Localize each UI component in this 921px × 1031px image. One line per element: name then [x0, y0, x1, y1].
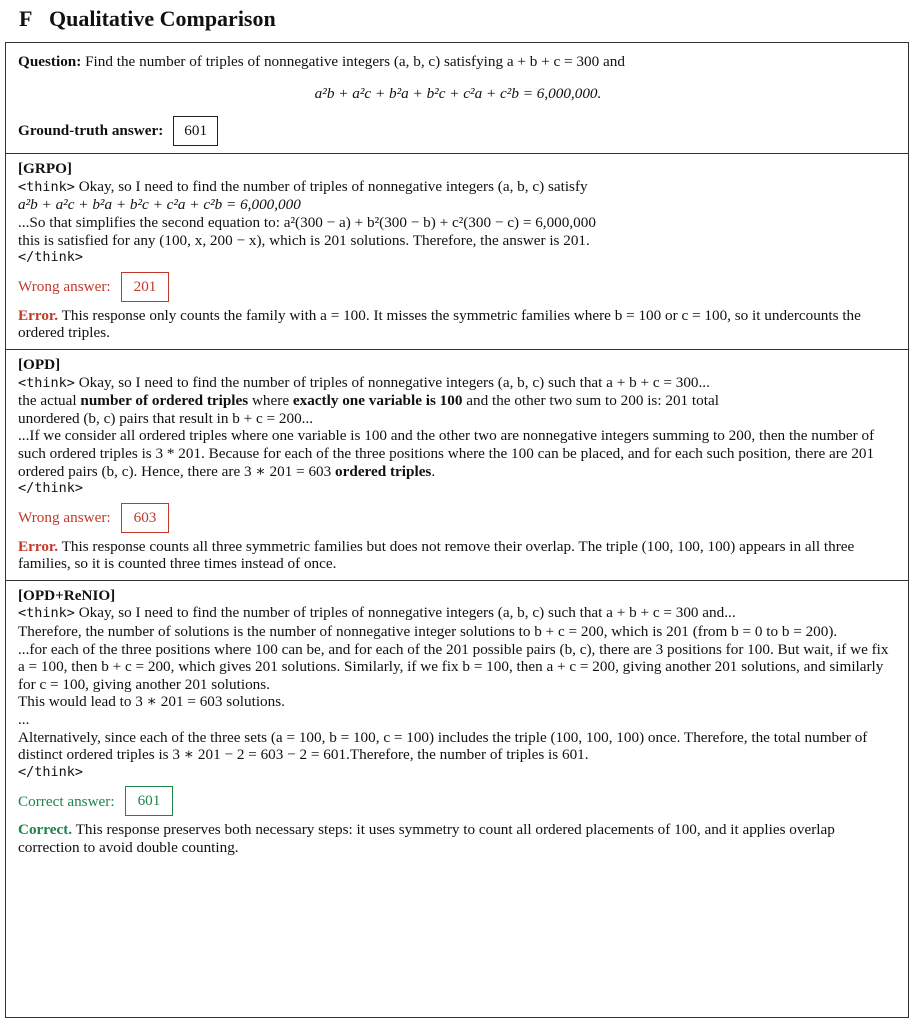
- grpo-line-1: [18, 178, 898, 197]
- renio-ellipsis: ...: [18, 711, 30, 729]
- divider-grpo: [6, 153, 908, 154]
- opd-answer-label: Wrong answer:: [18, 508, 111, 526]
- opd-answer-row: [18, 503, 898, 533]
- grpo-think-open: <think>: [18, 178, 75, 195]
- grpo-answer-value: 201: [121, 272, 170, 302]
- ground-truth-row: [18, 116, 898, 146]
- opd-section: [18, 356, 898, 573]
- grpo-section: [18, 160, 898, 342]
- opd-text-2b: number of ordered triples: [80, 392, 249, 410]
- question-text: Find the number of triples of nonnegative integers (a, b, c) satisfying a + b + c = 300 and: [85, 53, 625, 70]
- grpo-line-2: a²b + a²c + b²a + b²c + c²a + c²b = 6,000,000: [18, 196, 301, 214]
- grpo-verdict: [18, 307, 898, 342]
- opd-text-2d: exactly one variable is 100: [292, 392, 463, 410]
- ground-truth-value: 601: [173, 116, 218, 146]
- section-number: F: [19, 6, 33, 31]
- opd-line-3: unordered (b, c) pairs that result in b + c = 200...: [18, 409, 314, 427]
- renio-section: [18, 587, 898, 857]
- grpo-line-4: this is satisfied for any (100, x, 200 − x), which is 201 solutions. Therefore, the answer is 201.: [18, 231, 590, 249]
- renio-verdict: [18, 821, 898, 856]
- grpo-think-close: </think>: [18, 249, 84, 266]
- question-formula: a²b + a²c + b²a + b²c + c²a + c²b = 6,000,000.: [314, 84, 602, 102]
- renio-think-open: <think>: [18, 605, 75, 622]
- opd-think-close: </think>: [18, 480, 84, 497]
- opd-verdict: [18, 538, 898, 573]
- divider-renio: [6, 580, 908, 581]
- opd-text-2e: and the other two sum to 200 is: 201 total: [466, 392, 719, 410]
- renio-title: [OPD+ReNIO]: [18, 586, 116, 604]
- opd-verdict-text: This response counts all three symmetric families but does not remove their overlap. The triple (100, 100, 100) appears in all three families, so it is counted three times instead of once.: [18, 537, 855, 573]
- renio-line-4: This would lead to 3 ∗ 201 = 603 solutions.: [18, 693, 285, 711]
- opd-answer-value: 603: [121, 503, 170, 533]
- renio-answer-label: Correct answer:: [18, 792, 115, 810]
- opd-think-open: <think>: [18, 374, 75, 391]
- opd-line-1: [18, 374, 898, 393]
- question-paragraph: [18, 53, 898, 71]
- section-heading: [19, 6, 276, 32]
- renio-verdict-text: This response preserves both necessary steps: it uses symmetry to count all ordered placements of 100, and it applies overlap correction to avoid double counting.: [18, 821, 835, 856]
- grpo-verdict-text: This response only counts the family with a = 100. It misses the symmetric families where b = 100 or c = 100, so it undercounts the ordered triples.: [18, 306, 861, 342]
- opd-title: [OPD]: [18, 355, 61, 373]
- grpo-text-1: Okay, so I need to find the number of triples of nonnegative integers (a, b, c) satisfy: [78, 177, 588, 195]
- renio-line-2: Therefore, the number of solutions is the number of nonnegative integer solutions to b + c = 200, which is 201 (from b = 0 to b = 200).: [18, 623, 838, 641]
- divider-opd: [6, 349, 908, 350]
- opd-text-2c: where: [251, 392, 290, 410]
- opd-text-1: Okay, so I need to find the number of triples of nonnegative integers (a, b, c) such that a + b + c = 300...: [78, 373, 710, 391]
- opd-verdict-label: Error.: [18, 537, 59, 555]
- opd-line-4: ...If we consider all ordered triples where one variable is 100 and the other two are nonnegative integers summing to 200, then the number of such ordered triples is 3 * 201. Because for each of the three positions where the 100 can be placed, and for each such position, there are 201 ordered pairs (b, c). Hence, there are 3 ∗ 201 = 603 ordered triples.: [18, 427, 875, 480]
- opd-text-4: ...If we consider all ordered triples where one variable is 100 and the other two are nonnegative integers summing to 200, then the number of such ordered triples is 3 * 201. Because for each of the three positions where the 100 can be placed, and for each such position, there are 201 ordered pairs (b, c). Hence, there are 3 ∗ 201 = 603: [18, 427, 875, 480]
- comparison-box: [5, 42, 909, 1018]
- ground-truth-label: Ground-truth answer:: [18, 122, 164, 140]
- renio-think-close: </think>: [18, 763, 84, 780]
- renio-answer-value: 601: [125, 786, 174, 816]
- opd-text-4b: ordered triples: [335, 462, 432, 480]
- grpo-line-3: ...So that simplifies the second equation to: a²(300 − a) + b²(300 − b) + c²(300 − c) = 6,000,000: [18, 213, 596, 231]
- opd-line-2: [18, 392, 898, 410]
- renio-line-5: Alternatively, since each of the three sets (a = 100, b = 100, c = 100) includes the triple (100, 100, 100) once. Therefore, the total number of distinct ordered triples is 3 ∗ 201 − 2 = 603 − 2 = 601.Therefore, the number of triples is 601.: [18, 728, 868, 764]
- renio-line-3: ...for each of the three positions where 100 can be, and for each of the 201 possible pairs (b, c), there are 3 positions for 100. But wait, if we fix a = 100, then b + c = 200, which gives 201 solutions. Similarly, if we fix b = 100, then a + c = 200, giving another 201 solutions, and similarly for c = 100, giving another 201 solutions.: [18, 640, 889, 693]
- question-label: Question:: [18, 53, 82, 70]
- section-title: Qualitative Comparison: [49, 6, 276, 31]
- opd-text-2a: the actual: [18, 392, 77, 410]
- grpo-answer-row: [18, 272, 898, 302]
- renio-verdict-label: Correct.: [18, 821, 73, 839]
- grpo-answer-label: Wrong answer:: [18, 277, 111, 295]
- grpo-title: [GRPO]: [18, 160, 72, 178]
- grpo-verdict-label: Error.: [18, 306, 59, 324]
- renio-answer-row: [18, 786, 898, 816]
- renio-line-1: [18, 604, 898, 623]
- renio-text-1: Okay, so I need to find the number of triples of nonnegative integers (a, b, c) such that a + b + c = 300 and...: [78, 604, 736, 622]
